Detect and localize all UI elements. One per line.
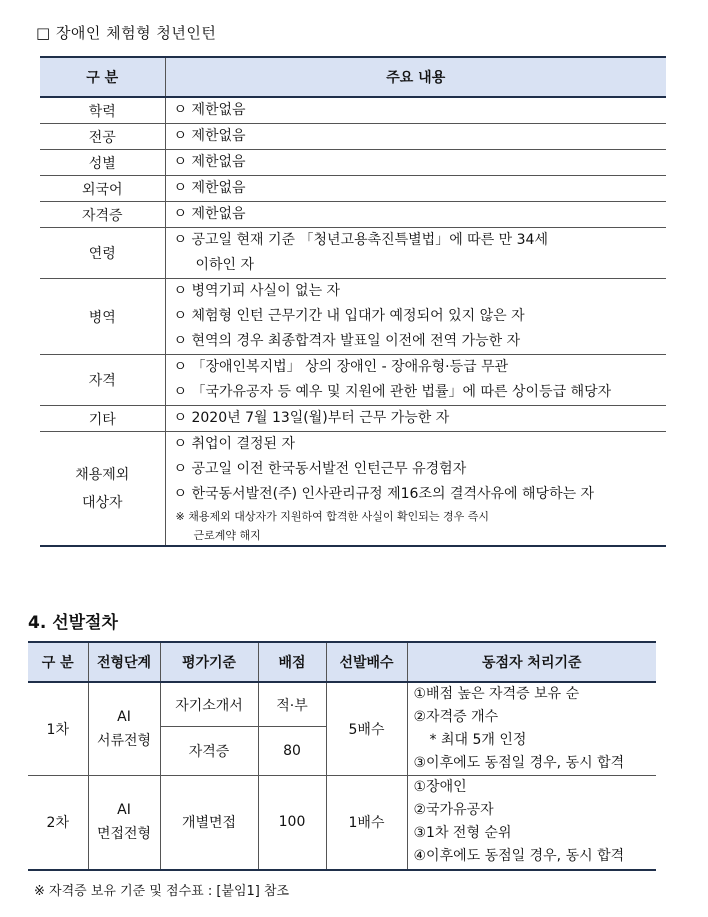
row-line: ㅇ 병역기피 사실이 없는 자	[173, 283, 341, 299]
row-category: 외국어	[40, 176, 165, 202]
row-line: ㅇ 제한없음	[173, 128, 246, 144]
table-row	[40, 202, 666, 228]
row-line: ㅇ 제한없음	[173, 102, 246, 118]
criteria-score: 80	[258, 727, 326, 776]
column-header: 선발배수	[326, 642, 407, 682]
table-row	[40, 124, 666, 150]
row-line: ㅇ 「장애인복지법」 상의 장애인 - 장애유형·등급 무관	[173, 359, 509, 375]
criteria-name: 개별면접	[160, 776, 258, 870]
tiebreak-line: ①배점 높은 자격증 보유 순	[413, 686, 580, 702]
row-category: 성별	[40, 150, 165, 176]
row-line: ㅇ 취업이 결정된 자	[173, 436, 296, 452]
selection-multiple: 1배수	[326, 776, 407, 870]
stage-step-line: 서류전형	[96, 733, 152, 749]
table-row	[40, 406, 666, 432]
stage-label: 2차	[28, 776, 88, 870]
row-line: ㅇ 공고일 현재 기준 「청년고용촉진특별법」에 따른 만 34세	[173, 232, 548, 248]
row-line: ㅇ 공고일 이전 한국동서발전 인턴근무 유경험자	[173, 461, 467, 477]
column-header: 구 분	[28, 642, 88, 682]
tiebreak-line: ②국가유공자	[413, 802, 494, 819]
table-row	[40, 150, 666, 176]
table-row	[40, 97, 666, 124]
row-category: 채용제외 대상자	[40, 432, 165, 547]
criteria-score: 100	[258, 776, 326, 870]
eligibility-table	[40, 56, 666, 547]
selection-multiple: 5배수	[326, 682, 407, 776]
row-line: ㅇ 제한없음	[173, 154, 246, 170]
table-header-row	[28, 642, 656, 682]
row-line: ㅇ 제한없음	[173, 180, 246, 196]
column-header: 전형단계	[88, 642, 160, 682]
selection-table	[28, 641, 656, 871]
row-note: ※ 채용제외 대상자가 지원하여 합격한 사실이 확인되는 경우 즉시	[175, 510, 489, 523]
row-line: ㅇ 「국가유공자 등 예우 및 지원에 관한 법률」에 따른 상이등급 해당자	[173, 384, 612, 400]
stage-label: 1차	[28, 682, 88, 776]
criteria-score: 적·부	[258, 682, 326, 727]
column-header: 동점자 처리기준	[407, 642, 656, 682]
table-row	[40, 432, 666, 547]
stage-step	[88, 682, 160, 776]
section-heading: 4. 선발절차	[28, 613, 118, 633]
stage-step	[88, 776, 160, 870]
row-category: 병역	[40, 279, 165, 355]
section-title: □ 장애인 체험형 청년인턴	[36, 24, 217, 42]
column-header: 주요 내용	[165, 57, 666, 97]
stage-step-line: AI	[117, 709, 131, 725]
criteria-name: 자기소개서	[160, 682, 258, 727]
criteria-name: 자격증	[160, 727, 258, 776]
stage-step-line: AI	[117, 802, 131, 819]
row-note: 근로계약 해지	[193, 529, 261, 542]
tiebreak-line: ④이후에도 동점일 경우, 동시 합격	[413, 848, 625, 865]
row-category: 기타	[40, 406, 165, 432]
table-header-row	[40, 57, 666, 97]
row-line: ㅇ 체험형 인턴 근무기간 내 입대가 예정되어 있지 않은 자	[173, 308, 525, 324]
column-header: 구 분	[40, 57, 165, 97]
row-category: 연령	[40, 228, 165, 279]
table-row	[40, 355, 666, 406]
tiebreak-criteria	[407, 776, 656, 870]
column-header: 배점	[258, 642, 326, 682]
tiebreak-line: ③1차 전형 순위	[413, 825, 512, 842]
table-row	[40, 228, 666, 279]
row-line: ㅇ 2020년 7월 13일(월)부터 근무 가능한 자	[173, 410, 450, 426]
tiebreak-line: ①장애인	[413, 779, 467, 796]
tiebreak-line: ②자격증 개수	[413, 709, 499, 725]
stage-step-line: 면접전형	[96, 826, 152, 843]
footnote: ※ 자격증 보유 기준 및 점수표 : [붙임1] 참조	[34, 884, 290, 899]
row-category: 자격	[40, 355, 165, 406]
table-row	[40, 279, 666, 355]
tiebreak-line: * 최대 5개 인정	[429, 732, 527, 748]
row-line: 이하인 자	[195, 257, 255, 273]
row-line: ㅇ 현역의 경우 최종합격자 발표일 이전에 전역 가능한 자	[173, 333, 521, 349]
table-row	[28, 776, 656, 870]
row-category: 자격증	[40, 202, 165, 228]
tiebreak-criteria	[407, 682, 656, 776]
table-row	[40, 176, 666, 202]
row-category: 학력	[40, 97, 165, 124]
column-header: 평가기준	[160, 642, 258, 682]
row-line: ㅇ 한국동서발전(주) 인사관리규정 제16조의 결격사유에 해당하는 자	[173, 486, 595, 502]
tiebreak-line: ③이후에도 동점일 경우, 동시 합격	[413, 755, 625, 771]
table-row	[28, 682, 656, 727]
row-line: ㅇ 제한없음	[173, 206, 246, 222]
row-category: 전공	[40, 124, 165, 150]
